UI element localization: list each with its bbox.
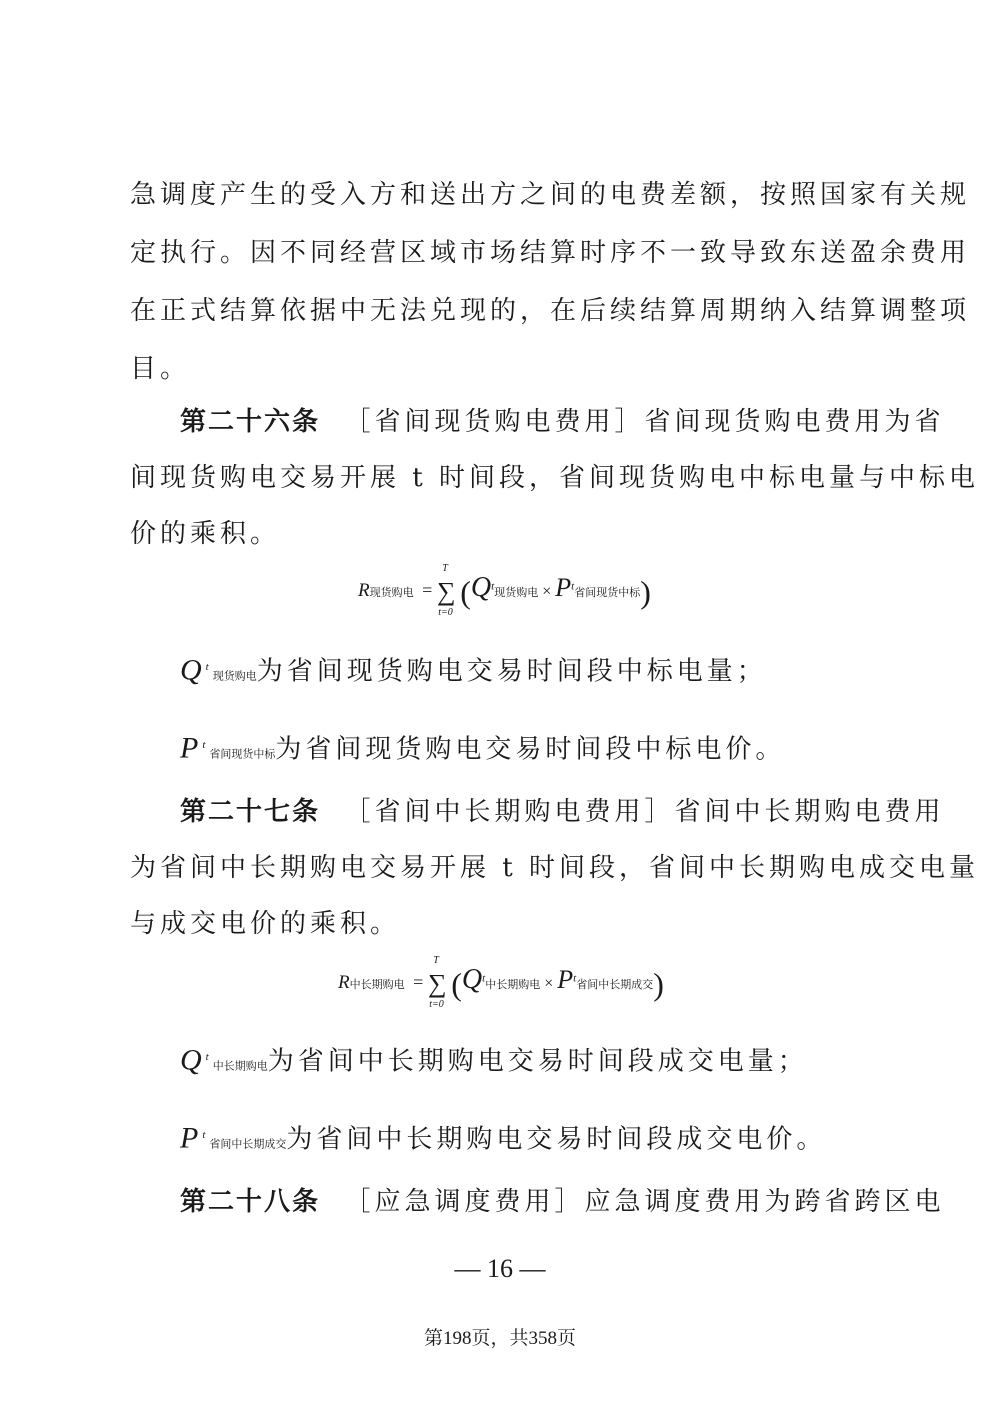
definition-q-longterm: $Q^t$中长期购电为省间中长期购电交易时间段成交电量； — [180, 1043, 808, 1077]
page-number: — 16 — — [454, 1254, 546, 1283]
article-28-heading: 第二十八条 — [180, 1187, 321, 1217]
article-26-line — [180, 405, 945, 439]
sum-symbol: T ∑ t=0 — [436, 563, 456, 619]
article-28-line — [180, 1185, 945, 1219]
article-28-text: ［应急调度费用］应急调度费用为跨省跨区电 — [344, 1187, 945, 1217]
paragraph-line: 急调度产生的受入方和送出方之间的电费差额，按照国家有关规 — [130, 180, 971, 210]
paragraph-line: 定执行。因不同经营区域市场结算时序不一致导致东送盈余费用 — [130, 238, 971, 268]
definition-p-spot: $P^t$省间现货中标为省间现货购电交易时间段中标电价。 — [180, 731, 786, 765]
definition-q-spot: $Q^t$现货购电为省间现货购电交易时间段中标电量； — [180, 653, 767, 687]
paragraph-line: 在正式结算依据中无法兑现的，在后续结算周期纳入结算调整项 — [130, 296, 971, 326]
article-26-text: ［省间现货购电费用］省间现货购电费用为省 — [344, 407, 945, 437]
paragraph-line: 目。 — [130, 354, 191, 384]
formula-spot-purchase: R现货购电 = T ∑ t=0 ($Q^t$现货购电 × $P^t$省间现货中标) — [358, 563, 651, 619]
definition-p-longterm: $P^t$省间中长期成交为省间中长期购电交易时间段成交电价。 — [180, 1121, 827, 1155]
sum-symbol: T ∑ t=0 — [427, 955, 447, 1011]
article-27-line: 与成交电价的乘积。 — [130, 909, 401, 939]
article-27-line — [180, 795, 945, 829]
article-27-text: ［省间中长期购电费用］省间中长期购电费用 — [344, 797, 945, 827]
article-26-line: 价的乘积。 — [130, 519, 281, 549]
formula-longterm-purchase: R中长期购电 = T ∑ t=0 ($Q^t$中长期购电 × $P^t$省间中长期成交) — [338, 955, 664, 1011]
article-26-heading: 第二十六条 — [180, 407, 321, 437]
article-26-line: 间现货购电交易开展 t 时间段，省间现货购电中标电量与中标电 — [130, 463, 979, 493]
article-27-heading: 第二十七条 — [180, 797, 321, 827]
page-count: 第198页，共358页 — [423, 1328, 576, 1349]
article-27-line: 为省间中长期购电交易开展 t 时间段，省间中长期购电成交电量 — [130, 853, 979, 883]
